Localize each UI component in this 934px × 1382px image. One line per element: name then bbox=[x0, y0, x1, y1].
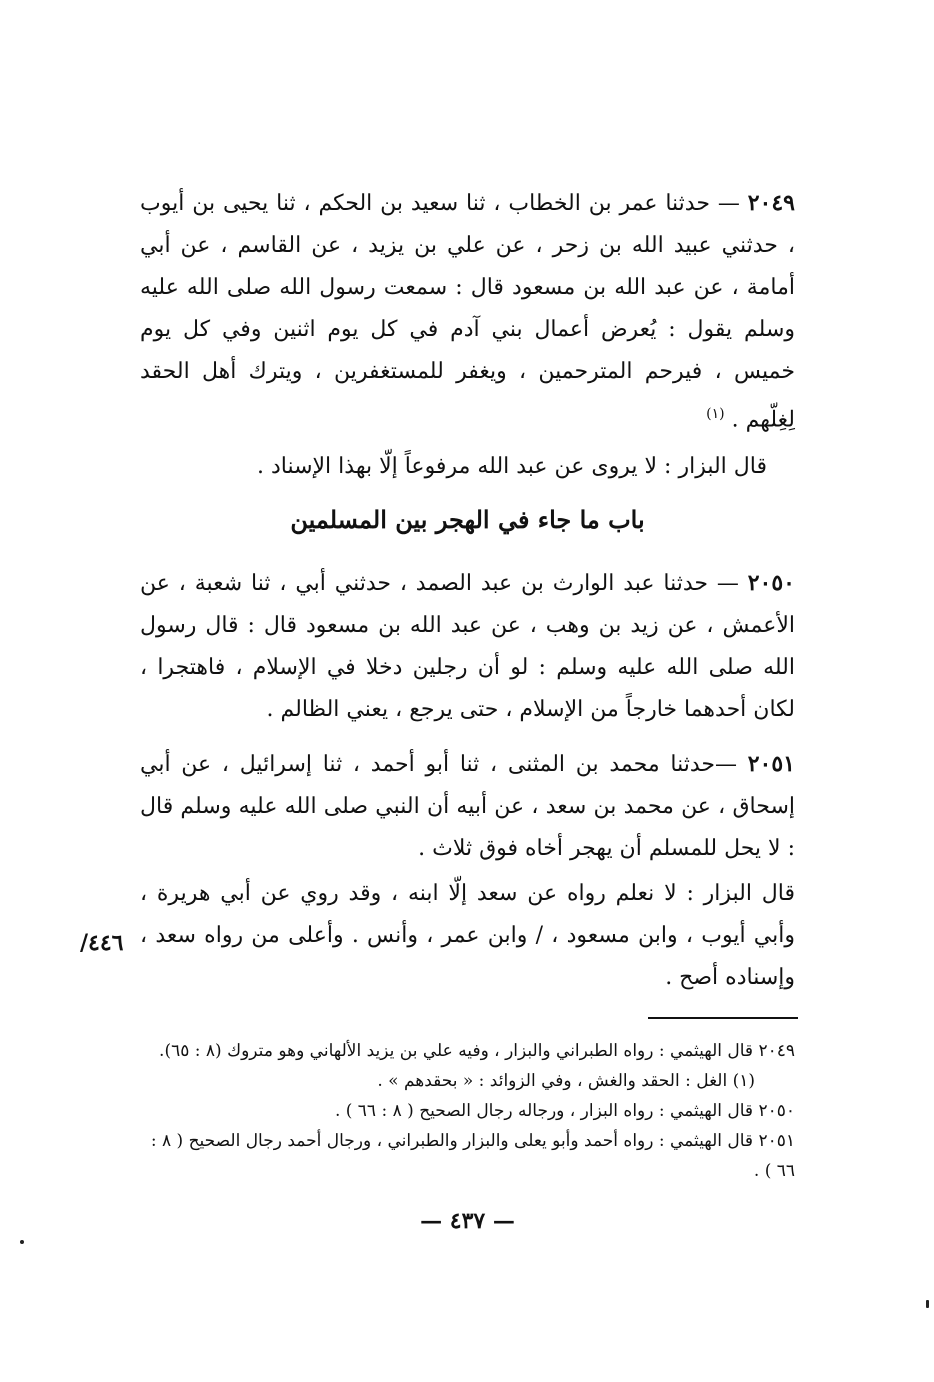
hadith-text: — حدثنا عمر بن الخطاب ، ثنا سعيد بن الحكم ، ثنا يحيى بن أيوب ، حدثني عبيد الله بن زحر ، عن علي بن يزيد ، عن القاسم ، عن أبي أمامة ، عن عبد الله بن مسعود قال : سمعت رسول الله صلى الله عليه وسلم يقول : يُعرض أعمال بني آدم في كل يوم اثنين وفي كل يوم خميس ، فيرحم المترحمين ، ويغفر للمستغفرين ، ويترك أهل الحقد لِغِلّهم . bbox=[140, 191, 795, 433]
hadith-text: — حدثنا عبد الوارث بن عبد الصمد ، حدثني أبي ، ثنا شعبة ، عن الأعمش ، عن زيد بن وهب ، عن عبد الله بن مسعود قال : قال رسول الله صلى الله عليه وسلم : لو أن رجلين دخلا في الإسلام ، فاهتجرا ، لكان أحدهما خارجاً من الإسلام ، حتى يرجع ، يعني الظالم . bbox=[140, 571, 795, 722]
margin-reference: ٤٤٦/ bbox=[80, 930, 124, 956]
bazzar-note-1 bbox=[140, 446, 795, 488]
hadith-number: ٢٠٤٩ bbox=[747, 190, 795, 216]
footnote-2049: ٢٠٤٩ قال الهيثمي : رواه الطبراني والبزار ، وفيه علي بن يزيد الألهاني وهو متروك (٨ : ٦٥). bbox=[159, 1041, 795, 1061]
scan-speck bbox=[20, 1240, 24, 1244]
hadith-2049 bbox=[140, 182, 795, 441]
hadith-number: ٢٠٥٠ bbox=[747, 570, 795, 596]
scan-speck bbox=[926, 1300, 929, 1308]
hadith-2050 bbox=[140, 562, 795, 731]
footnote-marker: (١) bbox=[706, 406, 725, 422]
footnotes bbox=[140, 1036, 795, 1186]
footnote-divider bbox=[648, 1017, 798, 1019]
bazzar-note-text: قال البزار : لا نعلم رواه عن سعد إلّا ابنه ، وقد روي عن أبي هريرة ، وأبي أيوب ، وابن مسعود ، / وابن عمر ، وأنس . وأعلى من رواه سعد ، وإسناده أصح . bbox=[140, 881, 795, 990]
bazzar-note-2 bbox=[140, 873, 795, 999]
footnote-1: (١) الغل : الحقد والغش ، وفي الزوائد : « بحقدهم » . bbox=[377, 1071, 755, 1091]
footnote-2050: ٢٠٥٠ قال الهيثمي : رواه البزار ، ورجاله رجال الصحيح ( ٨ : ٦٦ ) . bbox=[334, 1101, 795, 1121]
hadith-text: —حدثنا محمد بن المثنى ، ثنا أبو أحمد ، ثنا إسرائيل ، عن أبي إسحاق ، عن محمد بن سعد ، عن أبيه أن النبي صلى الله عليه وسلم قال : لا يحل للمسلم أن يهجر أخاه فوق ثلاث . bbox=[140, 752, 795, 861]
footnote-2051: ٢٠٥١ قال الهيثمي : رواه أحمد وأبو يعلى والبزار والطبراني ، ورجال أحمد رجال الصحيح ( ٨ : ٦٦ ) . bbox=[150, 1131, 795, 1181]
page-number: — ٤٣٧ — bbox=[420, 1208, 515, 1234]
hadith-2051 bbox=[140, 743, 795, 870]
hadith-number: ٢٠٥١ bbox=[747, 751, 795, 777]
section-heading: باب ما جاء في الهجر بين المسلمين bbox=[290, 505, 645, 534]
bazzar-note-text: قال البزار : لا يروى عن عبد الله مرفوعاً إلّا بهذا الإسناد . bbox=[256, 454, 767, 479]
